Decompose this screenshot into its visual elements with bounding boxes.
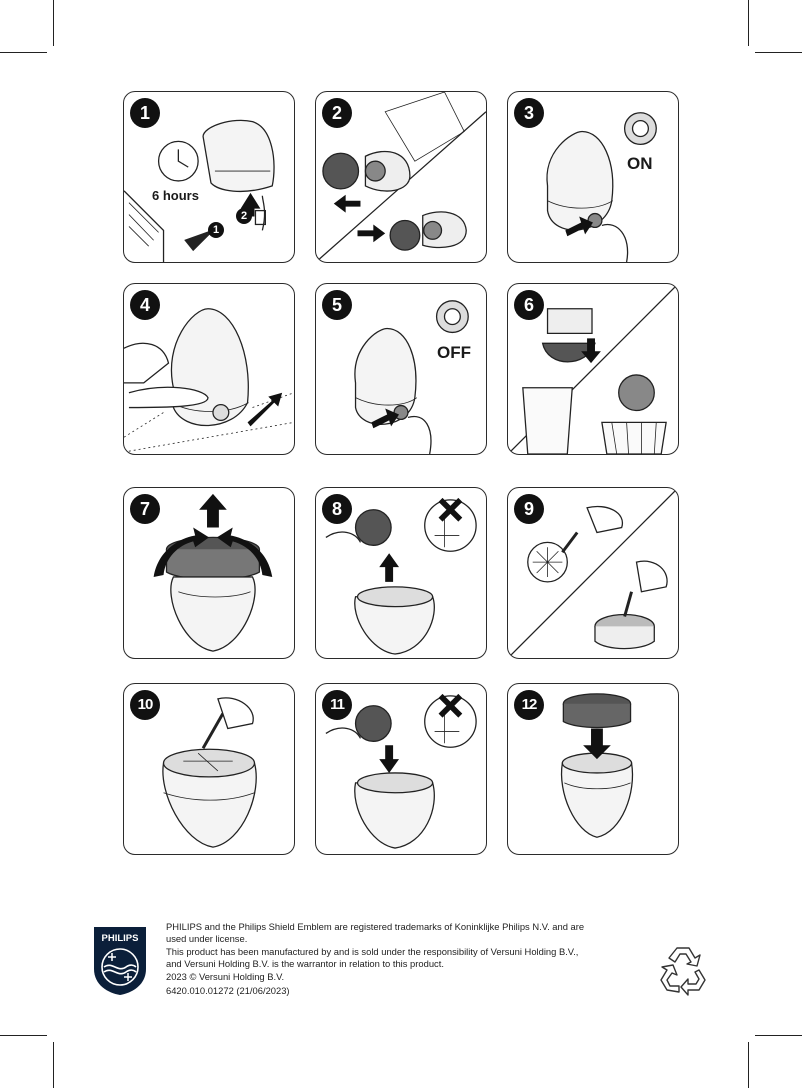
recycle-icon [655,942,711,996]
arrow-icon [379,553,399,582]
arrow-icon [379,745,399,773]
step-11-panel [315,683,487,855]
step-number: 11 [322,690,352,720]
crop-mark [53,1042,54,1088]
marker-1: 1 [208,222,224,238]
document-code: 6420.010.01272 (21/06/2023) [166,984,290,996]
duration-label: 6 hours [152,188,199,203]
philips-shield-logo [92,925,148,997]
arrow-icon [358,224,386,242]
crop-mark [755,52,802,53]
crop-mark [748,0,749,46]
step-number: 1 [130,98,160,128]
crop-mark [755,1035,802,1036]
on-label: ON [627,154,653,173]
step-number: 5 [322,290,352,320]
step-number: 12 [514,690,544,720]
marker-2: 2 [236,208,252,224]
manufacture-text: This product has been manufactured by and is sold under the responsibility of Versuni Holding B.V., and Versuni Holding B.V. is the warrantor in relation to this product. [166,946,579,969]
step-number: 3 [514,98,544,128]
step-number: 7 [130,494,160,524]
step-7-panel [123,487,295,659]
step-5-panel [315,283,487,455]
arrow-icon [248,393,283,427]
step-1-panel [123,91,295,263]
step-4-panel [123,283,295,455]
legal-footer [166,921,596,996]
crop-mark [53,0,54,46]
arrow-icon [199,494,227,528]
step-number: 10 [130,690,160,720]
step-8-panel [315,487,487,659]
instruction-grid [123,91,680,855]
step-number: 8 [322,494,352,524]
step-3-panel [507,91,679,263]
off-label: OFF [437,343,471,362]
arrow-icon [334,195,361,213]
trademark-text: PHILIPS and the Philips Shield Emblem are registered trademarks of Koninklijke Philips N.V. and are used under license. [166,921,585,944]
step-number: 4 [130,290,160,320]
step-number: 2 [322,98,352,128]
step-9-panel [507,487,679,659]
step-2-panel [315,91,487,263]
step-number: 6 [514,290,544,320]
copyright-text: 2023 © Versuni Holding B.V. [166,971,285,982]
crop-mark [748,1042,749,1088]
step-10-panel [123,683,295,855]
crop-mark [0,1035,47,1036]
logo-text: PHILIPS [101,933,139,944]
step-12-panel [507,683,679,855]
step-number: 9 [514,494,544,524]
crop-mark [0,52,47,53]
step-6-panel [507,283,679,455]
